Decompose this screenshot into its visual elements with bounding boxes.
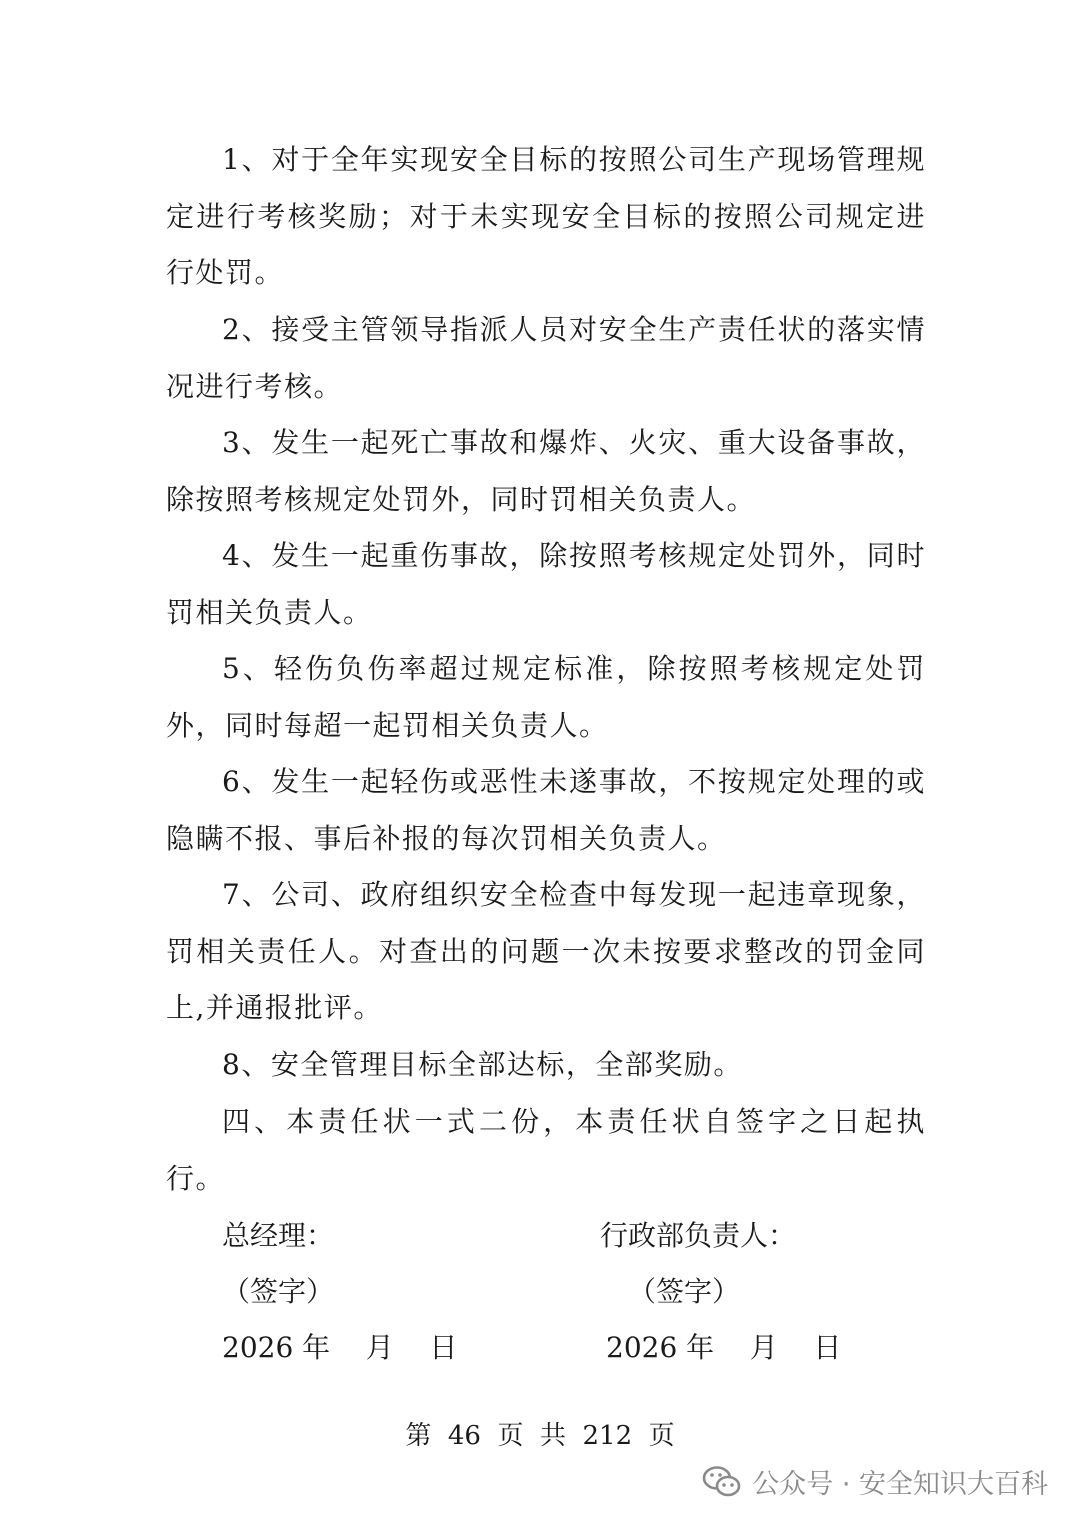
- paragraph-7: 7、公司、政府组织安全检查中每发现一起违章现象，罚相关责任人。对查出的问题一次未按要求整改的罚金同上,并通报批评。: [166, 878, 926, 1024]
- wechat-icon: [702, 1465, 742, 1499]
- signature-right-date: 2026 年 月 日: [606, 1331, 842, 1364]
- paragraph-1: 1、对于全年实现安全目标的按照公司生产现场管理规定进行考核奖励；对于未实现安全目标的按照公司规定进行处罚。: [166, 143, 926, 289]
- signature-right-sign: （签字）: [628, 1275, 741, 1308]
- signature-right-title: 行政部负责人：: [600, 1219, 797, 1252]
- watermark: [702, 1462, 1048, 1501]
- paragraph-8: 8、安全管理目标全部达标，全部奖励。: [222, 1048, 743, 1081]
- paragraph-5: 5、轻伤负伤率超过规定标准，除按照考核规定处罚外，同时每超一起罚相关负责人。: [166, 652, 926, 742]
- page-number: 第 46 页 共 212 页: [405, 1421, 675, 1451]
- paragraph-9: 四、本责任状一式二份，本责任状自签字之日起执行。: [166, 1105, 926, 1195]
- paragraph-2: 2、接受主管领导指派人员对安全生产责任状的落实情况进行考核。: [166, 313, 926, 403]
- signature-left-date: 2026 年 月 日: [222, 1331, 458, 1364]
- paragraph-4: 4、发生一起重伤事故，除按照考核规定处罚外，同时罚相关负责人。: [166, 539, 926, 629]
- signature-left-sign: （签字）: [222, 1275, 335, 1308]
- paragraph-6: 6、发生一起轻伤或恶性未遂事故，不按规定处理的或隐瞒不报、事后补报的每次罚相关负责人。: [166, 765, 926, 855]
- watermark-text: 公众号 · 安全知识大百科: [752, 1469, 1048, 1500]
- paragraph-3: 3、发生一起死亡事故和爆炸、火灾、重大设备事故，除按照考核规定处罚外，同时罚相关负责人。: [166, 426, 926, 516]
- signature-left-title: 总经理：: [222, 1219, 335, 1252]
